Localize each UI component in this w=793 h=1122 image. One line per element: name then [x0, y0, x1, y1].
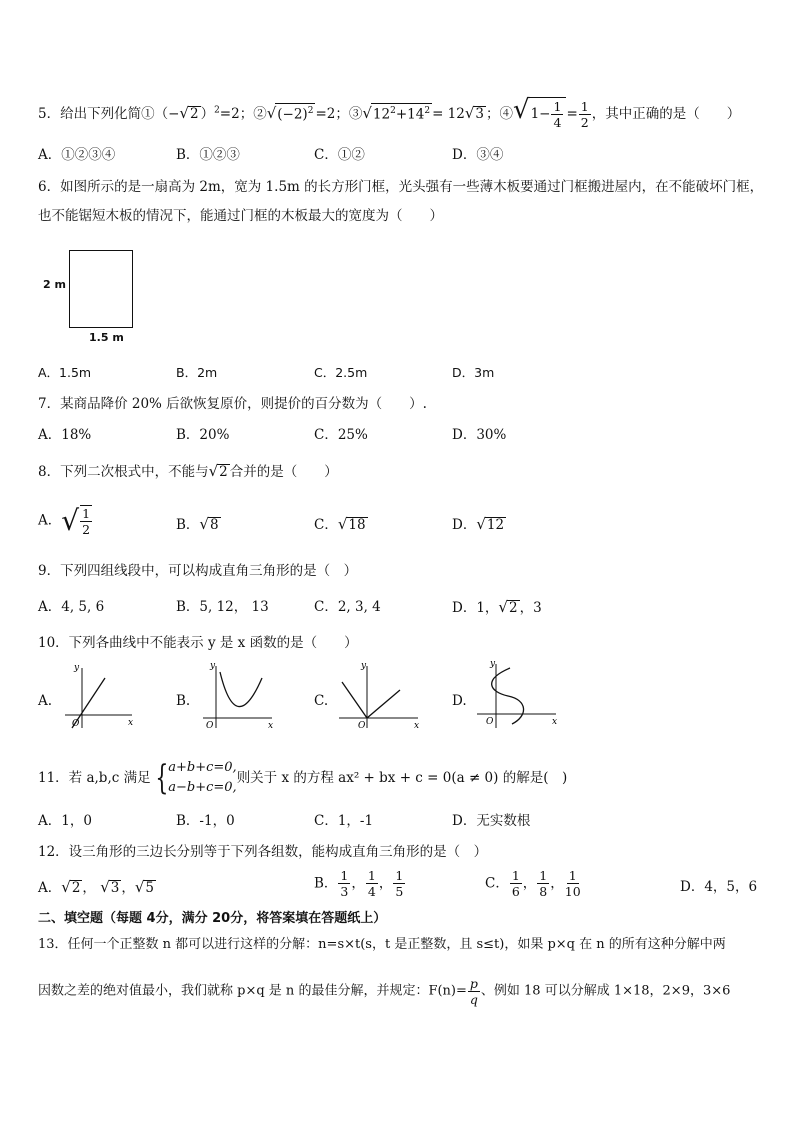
y-label: y: [210, 661, 216, 671]
y-label: y: [490, 659, 496, 669]
q7-option-a[interactable]: A．18%: [38, 427, 92, 443]
q10-graph-d[interactable]: [472, 658, 562, 730]
q9-stem: 9．下列四组线段中，可以构成直角三角形的是（ ）: [38, 563, 358, 579]
q7-option-b[interactable]: B．20%: [176, 427, 230, 443]
q11-option-d[interactable]: D．无实数根: [452, 813, 531, 829]
q10-option-c-label[interactable]: C.: [314, 693, 329, 709]
q12-option-c[interactable]: C． $\frac{1}{6}$ ， $\frac{1}{8}$ ， $\frac{1}{10}$: [485, 868, 581, 899]
q5-option-c[interactable]: C．①②: [314, 147, 365, 163]
q6-stem-line1: 6．如图所示的是一扇高为 2m，宽为 1.5m 的长方形门框，光头强有一些薄木板要通过门框搬进屋内，在不能破坏门框，: [38, 179, 764, 195]
q8-option-c[interactable]: C．√18: [314, 515, 366, 533]
q10-graph-b[interactable]: [198, 660, 278, 730]
door-rectangle: [69, 250, 133, 328]
q10-stem: 10．下列各曲线中不能表示 y 是 x 函数的是（ ）: [38, 635, 358, 651]
door-width-label: 1.5 m: [89, 331, 124, 344]
q11-option-b[interactable]: B．-1，0: [176, 813, 235, 829]
q6-option-d[interactable]: D．3m: [452, 365, 495, 380]
q6-option-c[interactable]: C．2.5m: [314, 365, 368, 380]
q8-option-b[interactable]: B．√8: [176, 515, 219, 533]
q11-eq1: a+b+c=0,: [168, 760, 237, 775]
q9-option-d[interactable]: D．1，√2 ，3: [452, 598, 542, 616]
q9-option-a[interactable]: A．4, 5, 6: [38, 599, 105, 615]
q5-stem: 5．给出下列化简①（−√2 ）$^2$=2；$②√(-2)^2 =2$；$③√12^2+14^2 = 12√3$ ；④√1− $\frac{1}{4}$ = $\frac{1}{2}$ ，其中正确的是（ ）: [38, 95, 741, 130]
q6-stem-line2: 也不能锯短木板的情况下，能通过门框的木板最大的宽度为（ ）: [38, 208, 443, 224]
x-label: x: [552, 717, 558, 727]
q8-stem: 8．下列二次根式中，不能与√2 合并的是（ ）: [38, 462, 338, 480]
q10-option-d-label[interactable]: D.: [452, 693, 467, 709]
y-label: y: [361, 661, 367, 671]
parabola-curve: [220, 672, 262, 707]
q9-option-b[interactable]: B．5, 12， 13: [176, 599, 269, 615]
q13-stem-line1: 13．任何一个正整数 n 都可以进行这样的分解：n=s×t(s，t 是正整数，且 s≤t)，如果 p×q 在 n 的所有这种分解中两: [38, 937, 726, 952]
q12-option-d[interactable]: D．4，5，6: [680, 879, 758, 895]
q7-option-c[interactable]: C．25%: [314, 427, 368, 443]
q8-option-d[interactable]: D．√12: [452, 515, 505, 533]
x-label: x: [268, 721, 274, 730]
q7-option-d[interactable]: D．30%: [452, 427, 507, 443]
abs-curve: [342, 682, 400, 718]
q6-option-b[interactable]: B．2m: [176, 365, 218, 380]
q8-option-a[interactable]: A．√ $\frac{1}{2}$: [38, 504, 91, 537]
y-label: y: [74, 663, 80, 673]
q5-option-a[interactable]: A．①②③④: [38, 147, 116, 163]
section-2-title: 二、填空题（每题 4分，满分 20分，将答案填在答题纸上）: [38, 911, 387, 926]
q10-graph-a[interactable]: [60, 660, 140, 730]
door-height-label: 2 m: [43, 278, 66, 291]
q7-stem: 7．某商品降价 20% 后欲恢复原价，则提价的百分数为（ ）.: [38, 396, 427, 412]
q11-option-c[interactable]: C．1，-1: [314, 813, 374, 829]
origin-label: O: [72, 719, 80, 729]
q13-stem-line2: 因数之差的绝对值最小，我们就称 p×q 是 n 的最佳分解，并规定：F(n)= $\frac{p}{q}$ 、例如 18 可以分解成 1×18，2×9，3×6: [38, 976, 731, 1007]
q10-option-b-label[interactable]: B.: [176, 693, 191, 709]
q12-option-b[interactable]: B． $\frac{1}{3}$ ， $\frac{1}{4}$ ， $\frac{1}{5}$: [314, 868, 404, 899]
q12-stem: 12．设三角形的三边长分别等于下列各组数，能构成直角三角形的是（ ）: [38, 844, 488, 860]
door-frame-figure: [40, 245, 150, 345]
q5-option-d[interactable]: D．③④: [452, 147, 504, 163]
q5-option-b[interactable]: B．①②③: [176, 147, 240, 163]
origin-label: O: [486, 717, 494, 727]
x-label: x: [414, 721, 420, 730]
q9-option-c[interactable]: C．2, 3, 4: [314, 599, 381, 615]
q10-graph-c[interactable]: [334, 660, 424, 730]
origin-label: O: [358, 721, 366, 730]
q6-option-a[interactable]: A．1.5m: [38, 365, 92, 380]
q11-stem: 11．若 a,b,c 满足 { a+b+c=0, a−b+c=0, 则关于 x 的方程 ax² + bx + c = 0(a ≠ 0) 的解是( ): [38, 758, 568, 798]
q11-eq2: a−b+c=0,: [168, 780, 237, 795]
origin-label: O: [206, 721, 214, 730]
x-label: x: [128, 718, 134, 728]
q11-option-a[interactable]: A．1，0: [38, 813, 92, 829]
q12-option-a[interactable]: A．√2 ， √3 ，√5: [38, 878, 155, 896]
q10-option-a-label[interactable]: A.: [38, 693, 53, 709]
